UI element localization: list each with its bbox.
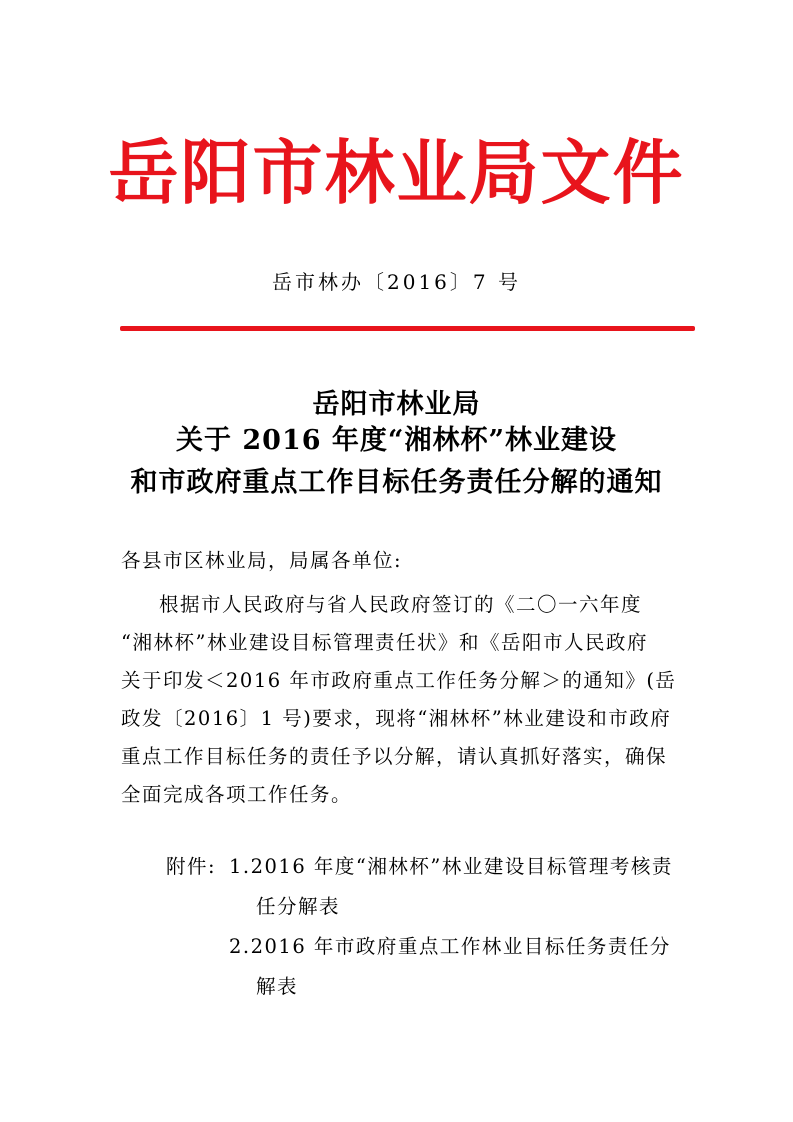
document-number: 岳市林办〔2016〕7 号 bbox=[272, 270, 521, 294]
attachments-label: 附件: bbox=[166, 855, 217, 878]
body-line: 全面完成各项工作任务。 bbox=[121, 783, 353, 806]
body-line: 政发〔2016〕1 号)要求，现将“湘林杯”林业建设和市政府 bbox=[121, 707, 672, 730]
salutation: 各县市区林业局，局属各单位: bbox=[121, 549, 403, 572]
masthead-title: 岳阳市林业局文件 bbox=[108, 131, 685, 214]
body-line: “湘林杯”林业建设目标管理责任状》和《岳阳市人民政府 bbox=[121, 631, 648, 654]
body-line: 关于印发＜2016 年市政府重点工作任务分解＞的通知》(岳 bbox=[121, 669, 677, 692]
body-line: 根据市人民政府与省人民政府签订的《二〇一六年度 bbox=[159, 593, 643, 616]
notice-title-line-3: 和市政府重点工作目标任务责任分解的通知 bbox=[130, 467, 663, 498]
body-line: 重点工作目标任务的责任予以分解，请认真抓好落实，确保 bbox=[121, 745, 668, 768]
attachment-item-1-cont: 任分解表 bbox=[256, 895, 341, 918]
notice-title-line-2: 关于 2016 年度“湘林杯”林业建设 bbox=[175, 425, 617, 456]
attachment-item-1: 1.2016 年度“湘林杯”林业建设目标管理考核责 bbox=[229, 855, 673, 878]
red-divider-rule bbox=[120, 326, 695, 331]
notice-title-line-1: 岳阳市林业局 bbox=[312, 389, 481, 420]
attachment-item-2-cont: 解表 bbox=[256, 975, 299, 998]
attachment-item-2: 2.2016 年市政府重点工作林业目标任务责任分 bbox=[229, 935, 671, 958]
